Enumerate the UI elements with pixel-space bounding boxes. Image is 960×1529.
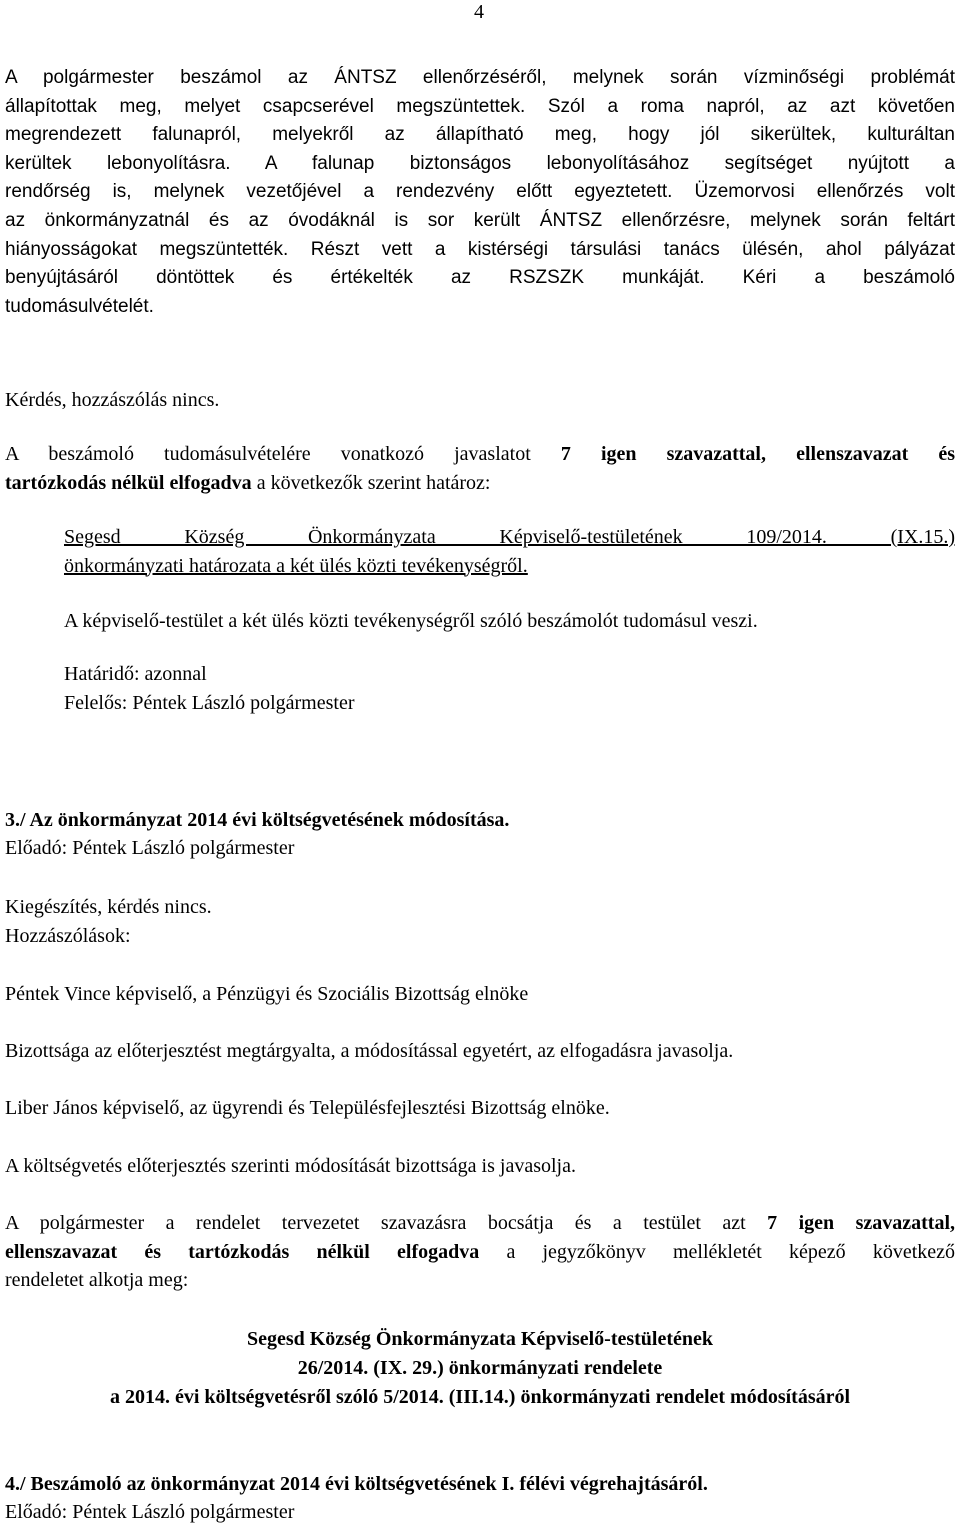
no-additions-note: Kiegészítés, kérdés nincs. [5,896,212,918]
section-4-title: 4./ Beszámoló az önkormányzat 2014 évi költségvetésének I. félévi végrehajtásáról. [5,1473,708,1495]
report-line: benyújtásáról döntöttek és értékelték az RSZSZK munkáját. Kéri a beszámoló [5,267,955,289]
vote-result-bold: ellenszavazat és tartózkodás nélkül elfogadva [5,1240,480,1263]
report-line: megrendezett falunapról, melyekről az állapítható meg, hogy jól sikerültek, kulturáltan [5,124,955,146]
vote-line-1 [5,440,955,469]
page-number: 4 [474,1,484,23]
decree-vote-paragraph [5,1209,955,1295]
vote-line-2 [5,469,955,498]
responsible: Felelős: Péntek László polgármester [64,692,355,714]
vote-text: a jegyzőkönyv mellékletét képező következő [506,1240,956,1263]
report-line: az önkormányzatnál és az óvodáknál is sor került ÁNTSZ ellenőrzésre, melynek során feltárt [5,209,955,231]
vote-paragraph [5,440,955,497]
speaker-2-text: A költségvetés előterjesztés szerinti módosítását bizottsága is javasolja. [5,1155,576,1177]
decree-vote-line-1 [5,1209,955,1238]
resolution-text: A képviselő-testület a két ülés közti tevékenységről szóló beszámolót tudomásul veszi. [64,610,758,632]
section-3-presenter: Előadó: Péntek László polgármester [5,837,295,859]
resolution-title [64,523,955,580]
report-line: állapítottak meg, melyet csapcserével megszüntettek. Szól a roma napról, az azt követően [5,95,955,117]
decree-title-line-1: Segesd Község Önkormányzata Képviselő-testületének [246,1328,714,1350]
report-line: rendőrség is, melynek vezetőjével a rendezvény előtt egyeztetett. Üzemorvosi ellenőrzés volt [5,181,955,203]
vote-text: A polgármester a rendelet tervezetet szavazásra bocsátja és a testület azt [5,1212,746,1234]
vote-result-bold: 7 igen szavazattal, [767,1212,955,1234]
decree-vote-line-2 [5,1238,955,1267]
speaker-2: Liber János képviselő, az ügyrendi és Településfejlesztési Bizottság elnöke. [5,1097,610,1119]
speaker-1: Péntek Vince képviselő, a Pénzügyi és Szociális Bizottság elnöke [5,983,529,1005]
vote-result-bold: tartózkodás nélkül elfogadva [5,471,252,494]
decree-title-line-2: 26/2014. (IX. 29.) önkormányzati rendelete [297,1357,663,1379]
vote-text: a következők szerint határoz: [256,471,491,494]
report-line: tudomásulvételét. [5,295,154,317]
vote-text: A beszámoló tudomásulvételére vonatkozó javaslatot [5,443,531,465]
resolution-title-line-1: Segesd Község Önkormányzata Képviselő-testületének 109/2014. (IX.15.) [64,526,955,548]
section-3-title: 3./ Az önkormányzat 2014 évi költségvetésének módosítása. [5,809,510,831]
report-line: hiányosságokat megszüntették. Részt vett a kistérségi társulási tanács ülésén, ahol pályázat [5,238,955,260]
decree-vote-line-3: rendeletet alkotja meg: [5,1269,189,1291]
vote-result-bold: 7 igen szavazattal, ellenszavazat és [560,443,956,465]
resolution-title-line-2: önkormányzati határozata a két ülés közti tevékenységről. [64,554,528,577]
no-questions-note: Kérdés, hozzászólás nincs. [5,389,220,411]
report-line: kerültek lebonyolításra. A falunap biztonságos lebonyolításához segítséget nyújtott a [5,152,955,174]
report-paragraph [5,64,955,321]
section-4-presenter: Előadó: Péntek László polgármester [5,1501,295,1523]
report-line: A polgármester beszámol az ÁNTSZ ellenőrzéséről, melynek során vízminőségi problémát [5,67,955,88]
comments-label: Hozzászólások: [5,925,131,947]
speaker-1-text: Bizottsága az előterjesztést megtárgyalta, a módosítással egyetért, az elfogadásra javasolja. [5,1040,734,1062]
deadline: Határidő: azonnal [64,663,207,685]
decree-title-line-3: a 2014. évi költségvetésről szóló 5/2014. (III.14.) önkormányzati rendelet módosításáról [109,1386,851,1408]
